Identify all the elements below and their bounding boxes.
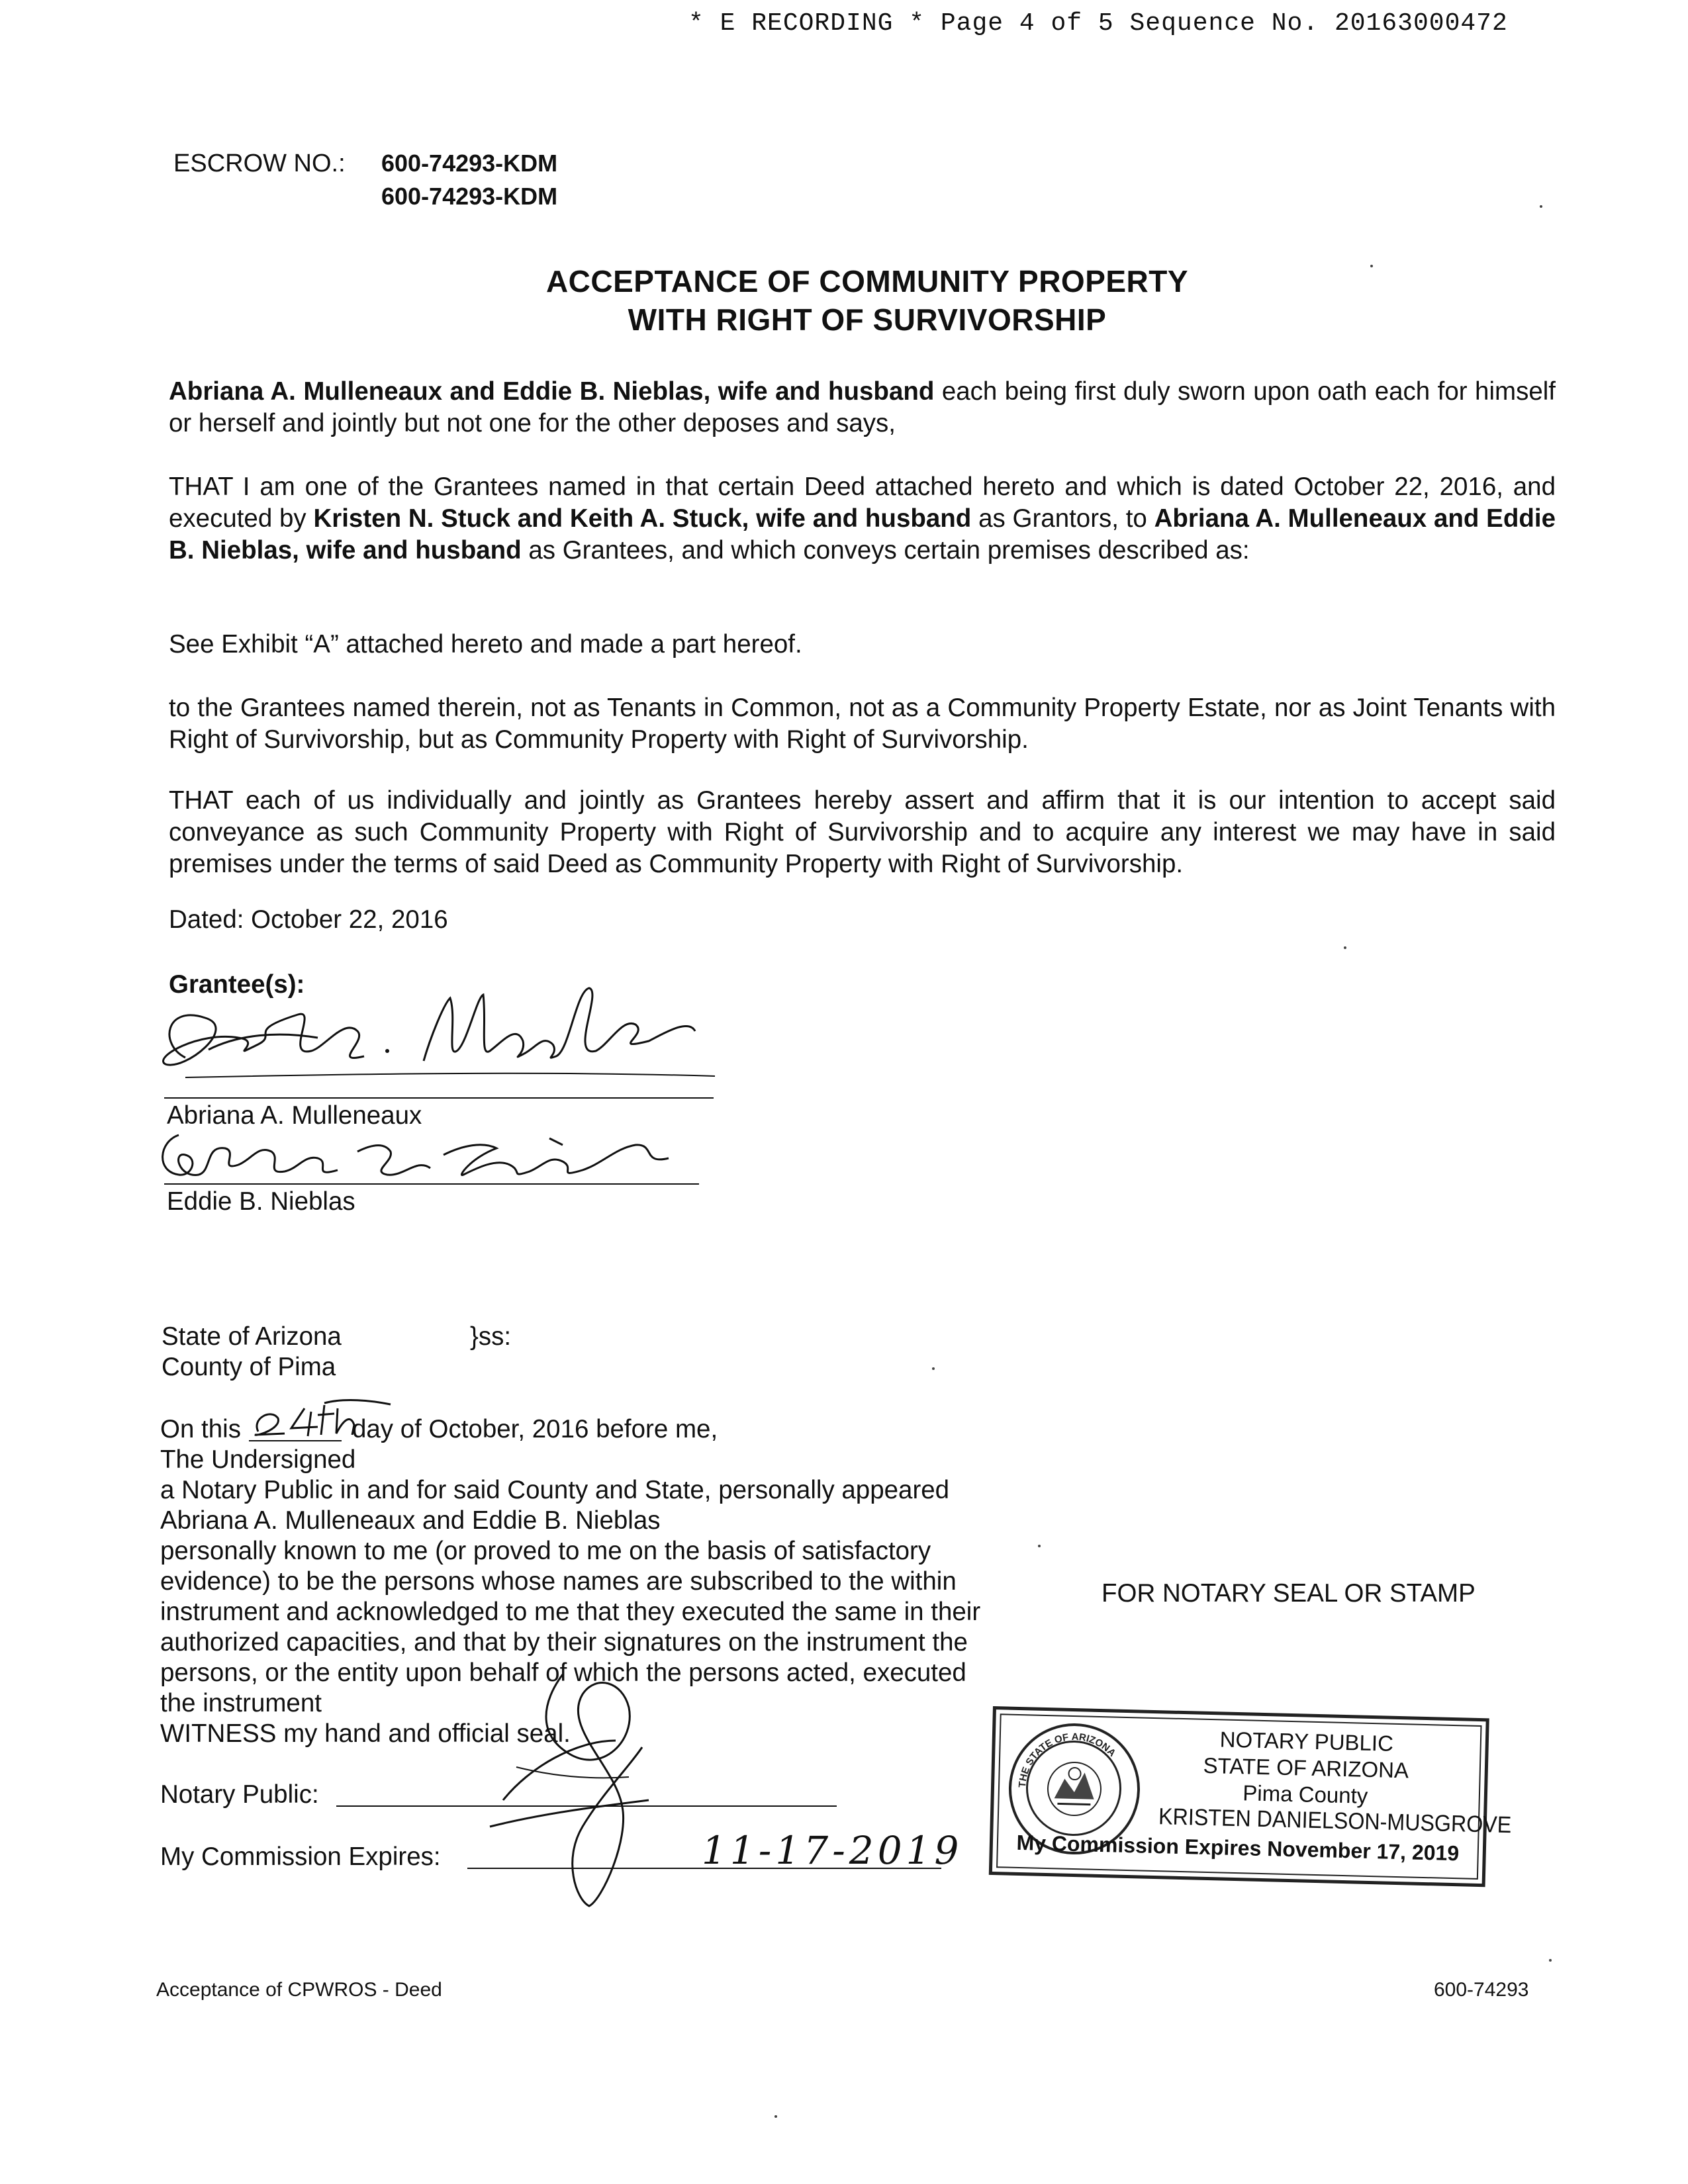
grantee-2-signature-line bbox=[164, 1183, 699, 1185]
deed-paragraph bbox=[169, 471, 1556, 567]
witness-line: WITNESS my hand and official seal. bbox=[160, 1719, 571, 1748]
on-this-prefix: On this bbox=[160, 1415, 241, 1443]
exhibit-paragraph: See Exhibit “A” attached hereto and made a part hereof. bbox=[169, 630, 802, 659]
notary-text-line-6: evidence) to be the persons whose names are subscribed to the within bbox=[160, 1567, 957, 1596]
recording-header: * E RECORDING * Page 4 of 5 Sequence No. 20163000472 bbox=[688, 9, 1508, 38]
footer-left: Acceptance of CPWROS - Deed bbox=[156, 1979, 442, 2001]
undersigned-line: The Undersigned bbox=[160, 1445, 356, 1474]
grantee-2-name: Eddie B. Nieblas bbox=[167, 1187, 355, 1216]
affirmation-paragraph: THAT each of us individually and jointly as Grantees hereby assert and affirm that it is our intention to accept said conveyance as such Community Property with Right of Survivorship and to acquire any interest we may have in said premises under the terms of said Deed as Community Property with Right of Survivorship. bbox=[169, 786, 1556, 878]
tenancy-paragraph: to the Grantees named therein, not as Tenants in Common, not as a Community Property Estate, nor as Joint Tenants with Right of Survivorship, but as Community Property with Right of Survivorship. bbox=[169, 694, 1556, 754]
on-this-suffix: day of October, 2016 before me, bbox=[352, 1415, 718, 1443]
deed-text-3: as Grantees, and which conveys certain premises described as: bbox=[521, 536, 1250, 565]
dated-line: Dated: October 22, 2016 bbox=[169, 905, 448, 934]
deed-text-2: as Grantors, to bbox=[971, 504, 1154, 533]
scan-speck bbox=[1038, 1545, 1041, 1547]
venue-ss: }ss: bbox=[470, 1322, 512, 1351]
scan-speck bbox=[774, 2115, 777, 2118]
scan-speck bbox=[932, 1367, 935, 1370]
deed-text-1: THAT I am one of the Grantees named in that certain Deed attached hereto and which is dated October 22, 2016, and executed by bbox=[169, 473, 1556, 533]
grantee-2-signature bbox=[152, 1118, 715, 1191]
stamp-line-4: KRISTEN DANIELSON-MUSGROVE bbox=[1158, 1803, 1512, 1839]
day-handwritten bbox=[245, 1395, 397, 1441]
footer-right: 600-74293 bbox=[1434, 1979, 1529, 2001]
affiant-names: Abriana A. Mulleneaux and Eddie B. Nieblas, wife and husband bbox=[169, 377, 935, 406]
escrow-number-2: 600-74293-KDM bbox=[381, 183, 558, 210]
venue-county: County of Pima bbox=[162, 1353, 336, 1381]
grantee-1-signature bbox=[146, 978, 741, 1097]
seal-ring-text: THE STATE OF ARIZONA bbox=[1016, 1731, 1118, 1788]
stamp-line-5: My Commission Expires November 17, 2019 bbox=[1016, 1830, 1460, 1866]
grantee-1-name: Abriana A. Mulleneaux bbox=[167, 1101, 422, 1130]
notary-text-line-5: personally known to me (or proved to me on the basis of satisfactory bbox=[160, 1537, 931, 1565]
stamp-line-1: NOTARY PUBLIC bbox=[1219, 1727, 1394, 1756]
scan-speck bbox=[1549, 1959, 1552, 1962]
grantees-label: Grantee(s): bbox=[169, 970, 305, 999]
notary-stamp bbox=[989, 1706, 1512, 1887]
stamp-line-3: Pima County bbox=[1242, 1780, 1368, 1808]
notary-text-line-9: persons, or the entity upon behalf of which the persons acted, executed bbox=[160, 1659, 966, 1687]
commission-expires-label: My Commission Expires: bbox=[160, 1843, 441, 1871]
commission-handwritten: 11-17-2019 bbox=[702, 1828, 963, 1873]
affiant-paragraph bbox=[169, 376, 1556, 439]
escrow-number-1: 600-74293-KDM bbox=[381, 150, 558, 177]
affiant-text: each being first duly sworn upon oath each for himself or herself and jointly but not one for the other deposes and says, bbox=[169, 377, 1556, 437]
notary-signature bbox=[463, 1661, 715, 1913]
stamp-line-2: STATE OF ARIZONA bbox=[1203, 1752, 1409, 1783]
document-title-line-1: ACCEPTANCE OF COMMUNITY PROPERTY bbox=[545, 264, 1189, 298]
notary-public-label: Notary Public: bbox=[160, 1780, 319, 1809]
notary-text-line-4: Abriana A. Mulleneaux and Eddie B. Nieblas bbox=[160, 1506, 661, 1535]
grantee-1-signature-line bbox=[164, 1097, 714, 1099]
scan-speck bbox=[1370, 265, 1373, 267]
notary-text-line-8: authorized capacities, and that by their signatures on the instrument the bbox=[160, 1628, 968, 1657]
on-this-line bbox=[160, 1415, 718, 1444]
grantee-names: Abriana A. Mulleneaux and Eddie B. Nieblas, wife and husband bbox=[169, 504, 1556, 565]
notary-text-line-3: a Notary Public in and for said County and State, personally appeared bbox=[160, 1476, 950, 1504]
document-title-line-2: WITH RIGHT OF SURVIVORSHIP bbox=[628, 302, 1107, 337]
scan-speck bbox=[1540, 205, 1542, 208]
seal-placeholder-label: FOR NOTARY SEAL OR STAMP bbox=[1102, 1579, 1476, 1608]
escrow-label: ESCROW NO.: bbox=[173, 150, 346, 177]
grantor-names: Kristen N. Stuck and Keith A. Stuck, wife and husband bbox=[313, 504, 972, 533]
venue-state: State of Arizona bbox=[162, 1322, 342, 1351]
notary-text-line-7: instrument and acknowledged to me that they executed the same in their bbox=[160, 1598, 981, 1626]
svg-text:THE STATE OF ARIZONA bbox=[1017, 1730, 1119, 1790]
notary-text-line-10: the instrument bbox=[160, 1689, 322, 1717]
scan-speck bbox=[1344, 946, 1346, 949]
